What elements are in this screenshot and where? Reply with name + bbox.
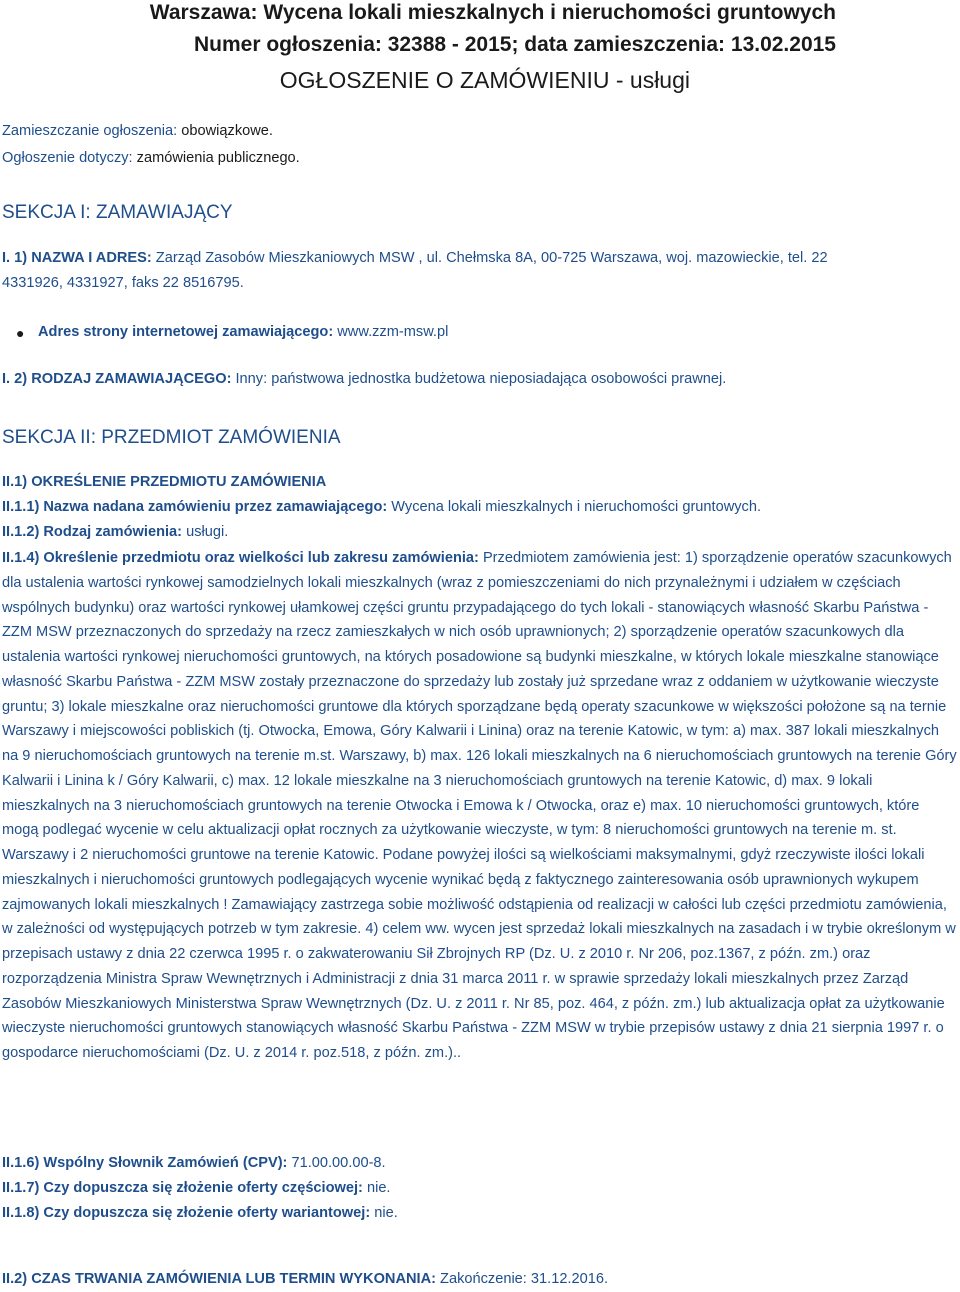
section-1-heading: SEKCJA I: ZAMAWIAJĄCY xyxy=(2,202,233,223)
duration-label: II.2) CZAS TRWANIA ZAMÓWIENIA LUB TERMIN WYKONANIA: xyxy=(2,1271,436,1287)
contracting-name-value: Zarząd Zasobów Mieszkaniowych MSW , ul. Chełmska 8A, 00-725 Warszawa, woj. mazowieckie, tel. 22 xyxy=(151,250,828,266)
notice-type-heading: OGŁOSZENIE O ZAMÓWIENIU - usługi xyxy=(279,67,690,93)
subject-heading: II.1) OKREŚLENIE PRZEDMIOTU ZAMÓWIENIA xyxy=(2,474,327,490)
bullet-icon: ● xyxy=(16,325,25,341)
placement-label: Zamieszczanie ogłoszenia: xyxy=(2,123,178,139)
duration-value: Zakończenie: 31.12.2016. xyxy=(436,1271,609,1287)
concerns-row xyxy=(2,149,300,167)
contracting-name-label: I. 1) NAZWA I ADRES: xyxy=(2,250,152,266)
concerns-label: Ogłoszenie dotyczy: xyxy=(2,150,133,166)
order-kind-label: II.1.2) Rodzaj zamówienia: xyxy=(2,524,183,540)
section-2-heading: SEKCJA II: PRZEDMIOT ZAMÓWIENIA xyxy=(2,427,341,448)
order-kind-value: usługi. xyxy=(182,524,229,540)
notice-number: Numer ogłoszenia: 32388 - 2015; data zamieszczenia: 13.02.2015 xyxy=(194,33,836,56)
website-row xyxy=(38,323,448,341)
partial-offer-value: nie. xyxy=(362,1180,391,1196)
order-description xyxy=(2,546,958,1066)
website-label: Adres strony internetowej zamawiającego: xyxy=(38,324,334,340)
cpv-label: II.1.6) Wspólny Słownik Zamówień (CPV): xyxy=(2,1155,288,1171)
variant-offer-label: II.1.8) Czy dopuszcza się złożenie oferty wariantowej: xyxy=(2,1205,371,1221)
order-name-row xyxy=(2,498,761,516)
variant-offer-row xyxy=(2,1204,398,1222)
variant-offer-value: nie. xyxy=(370,1205,398,1221)
partial-offer-label: II.1.7) Czy dopuszcza się złożenie oferty częściowej: xyxy=(2,1180,363,1196)
cpv-value: 71.00.00.00-8. xyxy=(287,1155,386,1171)
order-name-label: II.1.1) Nazwa nadana zamówieniu przez zamawiającego: xyxy=(2,499,388,515)
order-kind-row xyxy=(2,523,228,541)
order-description-label: II.1.4) Określenie przedmiotu oraz wielkości lub zakresu zamówienia: xyxy=(2,550,479,566)
contracting-type-label: I. 2) RODZAJ ZAMAWIAJĄCEGO: xyxy=(2,371,232,387)
placement-value: obowiązkowe. xyxy=(177,123,273,139)
contracting-name-row xyxy=(2,249,828,267)
order-name-value: Wycena lokali mieszkalnych i nieruchomości gruntowych. xyxy=(387,499,762,515)
website-link[interactable]: www.zzm-msw.pl xyxy=(333,324,449,340)
page-title: Warszawa: Wycena lokali mieszkalnych i nieruchomości gruntowych xyxy=(149,1,836,24)
cpv-row xyxy=(2,1154,386,1172)
duration-row xyxy=(2,1270,608,1288)
partial-offer-row xyxy=(2,1179,391,1197)
order-description-value: Przedmiotem zamówienia jest: 1) sporządzenie operatów szacunkowych dla ustalenia wartości rynkowej samodzielnych lokali mieszkalnych (wraz z pomieszczeniami do nich przynależnymi i udziałem w częściach wspólnych budynku) oraz wartości rynkowej ułamkowej części gruntu przypadającego do tych lokali - stanowiących własność Skarbu Państwa - ZZM MSW przeznaczonych do sprzedaży na rzecz zamieszkałych w nich osób uprawnionych; 2) sporządzenie operatów szacunkowych dla ustalenia wartości rynkowej nieruchomości gruntowych, na których posadowione są budynki mieszkalne, w których lokale mieszkalne stanowiące własność Skarbu Państwa - ZZM MSW zostały przeznaczone do sprzedaży lub zostały już sprzedane wraz z oddaniem w użytkowanie wieczyste gruntu; 3) lokale mieszkalne oraz nieruchomości gruntowe dla których sporządzane będą operaty szacunkowe w większości położone są na ternie Warszawy i miejscowości pobliskich (tj. Otwocka, Emowa, Góry Kalwarii i Linina) oraz na terenie Katowic, w tym: a) max. 387 lokali mieszkalnych na 9 nieruchomościach gruntowych na terenie m.st. Warszawy, b) max. 126 lokali mieszkalnych na 6 nieruchomościach gruntowych na terenie Góry Kalwarii i Linina k / Góry Kalwarii, c) max. 12 lokale mieszkalne na 3 nieruchomościach gruntowych na terenie Katowic, d) max. 9 lokali mieszkalnych na 3 nieruchomościach gruntowych na terenie Otwocka i Emowa k / Otwocka, oraz e) max. 10 nieruchomości gruntowych, które mogą podlegać wycenie w celu aktualizacji opłat rocznych za użytkowanie wieczyste, w tym: 8 nieruchomości gruntowych na terenie m. st. Warszawy i 2 nieruchomości gruntowe na terenie Katowic. Podane powyżej ilości są wielkościami maksymalnymi, gdyż rzeczywiste ilości lokali mieszkalnych i nieruchomości gruntowych podlegających wycenie wynikać będą z faktycznego zainteresowania osób uprawnionych wykupem zajmowanych lokali mieszkalnych ! Zamawiający zastrzega sobie możliwość odstąpienia od realizacji w całości lub części przedmiotu zamówienia, w zależności od występujących potrzeb w tym zakresie. 4) celem ww. wycen jest sprzedaż lokali mieszkalnych na zasadach i w trybie określonym w przepisach ustawy z dnia 22 czerwca 1995 r. o zakwaterowaniu Sił Zbrojnych RP (Dz. U. z 2010 r. Nr 206, poz.1367, z późn. zm.) oraz rozporządzenia Ministra Spraw Wewnętrznych i Administracji z dnia 31 marca 2011 r. w sprawie sprzedaży lokali mieszkalnych przez Zarząd Zasobów Mieszkaniowych Ministerstwa Spraw Wewnętrznych (Dz. U. z 2011 r. Nr 85, poz. 464, z późn. zm.) lub aktualizacja opłat za użytkowanie wieczyste nieruchomości gruntowych stanowiących własność Skarbu Państwa - ZZM MSW w trybie przepisów ustawy z dnia 21 sierpnia 1997 r. o gospodarce nieruchomościami (Dz. U. z 2014 r. poz.518, z późn. zm.).. xyxy=(2,550,957,1061)
concerns-value: zamówienia publicznego. xyxy=(132,150,300,166)
contracting-type-row xyxy=(2,370,726,388)
contracting-phone-line: 4331926, 4331927, faks 22 8516795. xyxy=(2,275,244,291)
placement-row xyxy=(2,122,273,140)
contracting-type-value: Inny: państwowa jednostka budżetowa nieposiadająca osobowości prawnej. xyxy=(231,371,727,387)
